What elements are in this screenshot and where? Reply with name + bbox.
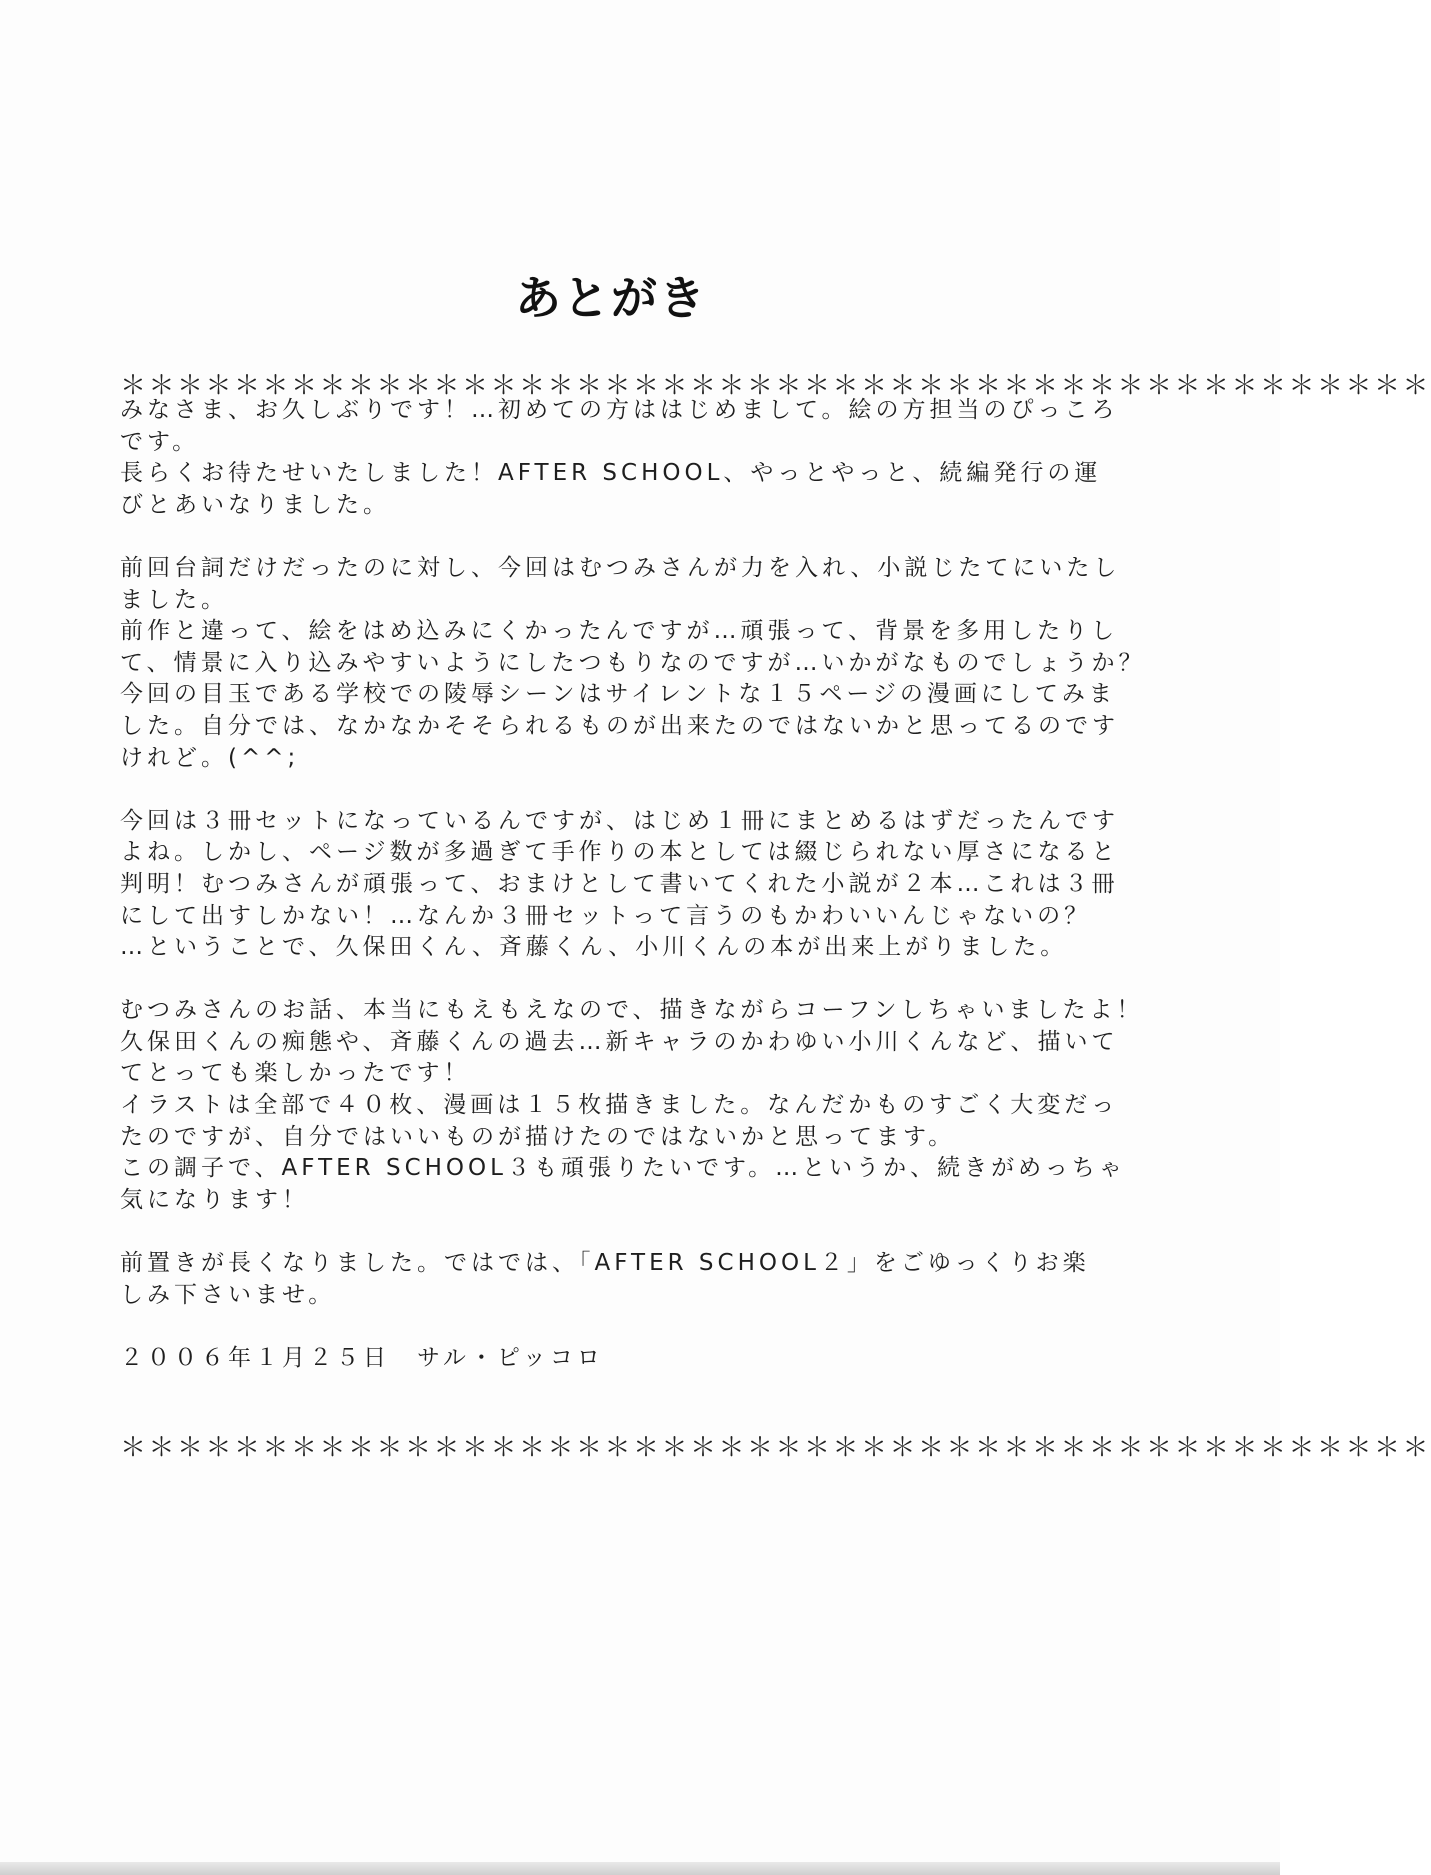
paragraph [120, 806, 1165, 964]
text-line: 今回は３冊セットになっているんですが、はじめ１冊にまとめるはずだったんです [120, 807, 1119, 834]
scan-edge [0, 1862, 1280, 1875]
text-line: て、情景に入り込みやすいようにしたつもりなのですが…いかがなものでしょうか？ [120, 649, 1146, 676]
paragraph-gap [120, 964, 1165, 996]
text-line: 久保田くんの痴態や、斉藤くんの過去…新キャラのかわゆい小川くんなど、描いて [120, 1028, 1119, 1055]
text-line: よね。しかし、ページ数が多過ぎて手作りの本としては綴じられない厚さになると [120, 839, 1119, 866]
text-line: …ということで、久保田くん、斉藤くん、小川くんの本が出来上がりました。 [120, 934, 1068, 961]
text-line: 前作と違って、絵をはめ込みにくかったんですが…頑張って、背景を多用したりし [120, 618, 1119, 645]
text-line: イラストは全部で４０枚、漫画は１５枚描きました。なんだかものすごく大変だっ [120, 1092, 1119, 1119]
text-line: 気になります！ [120, 1186, 309, 1213]
text-line: びとあいなりました。 [120, 491, 390, 518]
paragraph [120, 553, 1165, 774]
page-title: あとがき [515, 271, 707, 325]
text-line: みなさま、お久しぶりです！…初めての方ははじめまして。絵の方担当のぴっころ [120, 397, 1119, 423]
text-line: しみ下さいませ。 [120, 1281, 336, 1308]
text-line: にして出すしかない！…なんか３冊セットって言うのもかわいいんじゃないの？ [120, 902, 1092, 929]
paragraph [120, 395, 1165, 521]
text-line: 長らくお待たせいたしました！AFTER SCHOOL、やっとやっと、続編発行の運 [120, 460, 1102, 487]
paragraph-gap [120, 521, 1165, 553]
text-line: ２００６年１月２５日 サル・ピッコロ [120, 1344, 604, 1371]
text-line: した。自分では、なかなかそそられるものが出来たのではないかと思ってるのです [120, 712, 1119, 739]
star-divider-bottom: ＊＊＊＊＊＊＊＊＊＊＊＊＊＊＊＊＊＊＊＊＊＊＊＊＊＊＊＊＊＊＊＊＊＊＊＊＊＊＊＊＊＊＊＊＊＊ [120, 1433, 1431, 1463]
paragraph [120, 995, 1165, 1216]
text-line: むつみさんのお話、本当にもえもえなので、描きながらコーフンしちゃいましたよ！ [120, 997, 1144, 1024]
paragraph-gap [120, 774, 1165, 806]
text-line: 前置きが長くなりました。ではでは、「AFTER SCHOOL２」をごゆっくりお楽 [120, 1250, 1090, 1277]
paragraph-gap [120, 1311, 1165, 1343]
text-line: けれど。(^^; [120, 744, 300, 771]
star-divider-top: ＊＊＊＊＊＊＊＊＊＊＊＊＊＊＊＊＊＊＊＊＊＊＊＊＊＊＊＊＊＊＊＊＊＊＊＊＊＊＊＊＊＊＊＊＊＊ [120, 371, 1431, 401]
text-line: たのですが、自分ではいいものが描けたのではないかと思ってます。 [120, 1123, 956, 1150]
text-line: 前回台詞だけだったのに対し、今回はむつみさんが力を入れ、小説じたてにいたし [120, 554, 1121, 581]
paragraph [120, 1248, 1165, 1311]
text-line: ました。 [120, 586, 228, 613]
text-line: 判明！むつみさんが頑張って、おまけとして書いてくれた小説が２本…これは３冊 [120, 870, 1119, 897]
text-line: 今回の目玉である学校での陵辱シーンはサイレントな１５ページの漫画にしてみま [120, 681, 1116, 708]
paragraph [120, 1343, 1165, 1375]
text-line: です。 [120, 428, 200, 455]
text-line: てとっても楽しかったです！ [120, 1060, 471, 1087]
text-line: この調子で、AFTER SCHOOL３も頑張りたいです。…というか、続きがめっちゃ [120, 1155, 1126, 1182]
afterword-body [120, 395, 1165, 1374]
paragraph-gap [120, 1216, 1165, 1248]
